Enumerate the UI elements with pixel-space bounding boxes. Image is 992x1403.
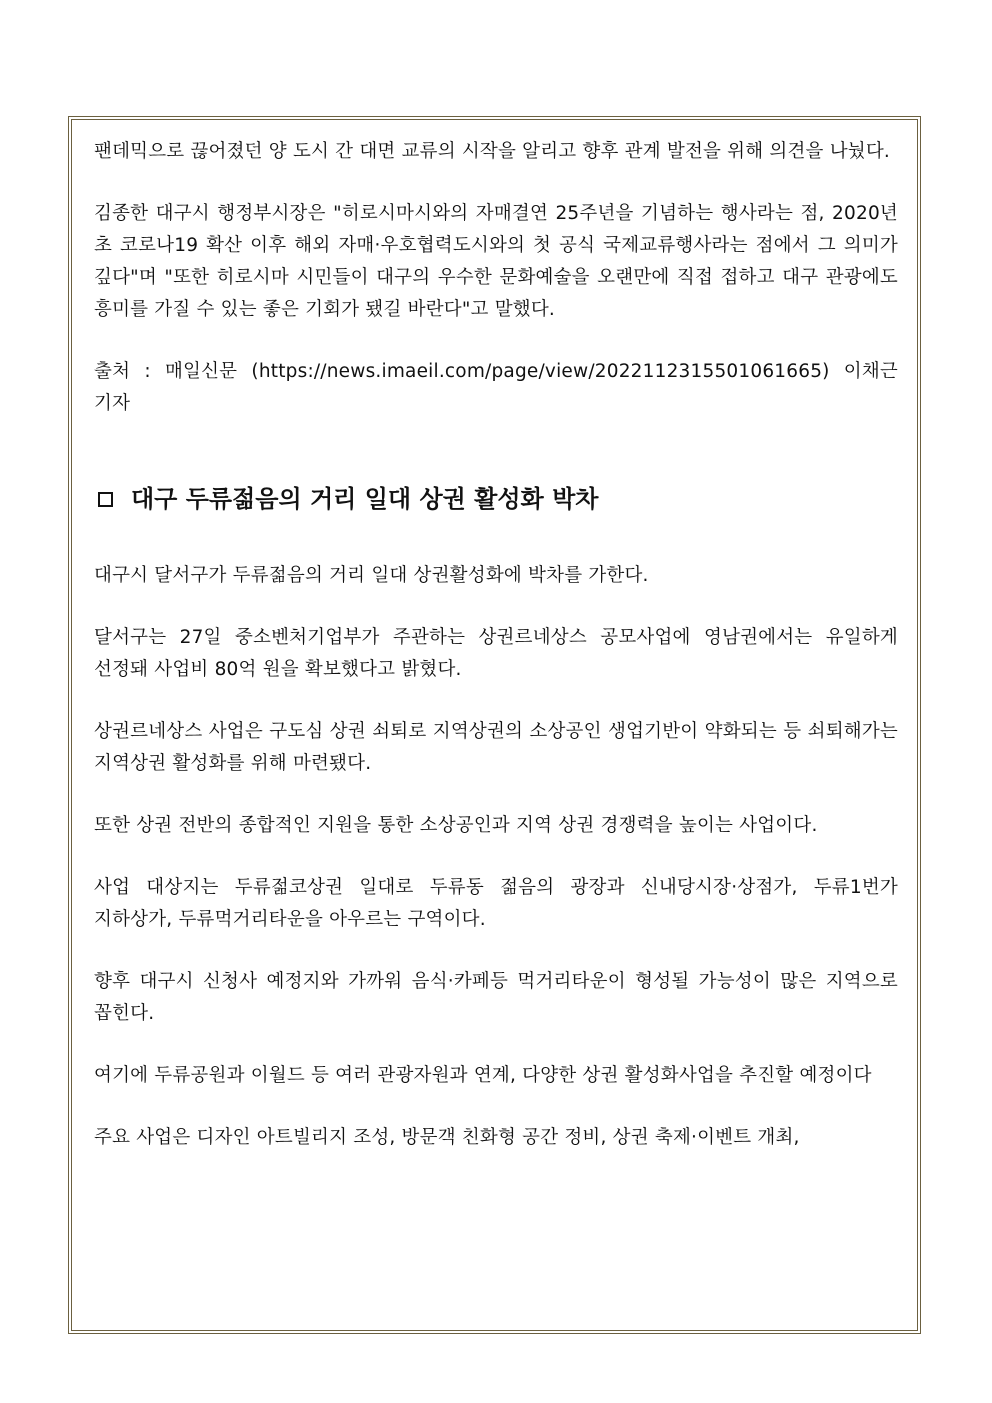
paragraph-target-area: 사업 대상지는 두류젊코상권 일대로 두류동 젊음의 광장과 신내당시장·상점가, 두류1번가 지하상가, 두류먹거리타운을 아우르는 구역이다.	[94, 877, 898, 930]
paragraph-prospect: 향후 대구시 신청사 예정지와 가까워 음식·카페등 먹거리타운이 형성될 가능성이 많은 지역으로 꼽힌다.	[94, 971, 898, 1024]
document-body	[94, 136, 898, 1154]
paragraph-support: 또한 상권 전반의 종합적인 지원을 통한 소상공인과 지역 상권 경쟁력을 높이는 사업이다.	[94, 815, 818, 836]
paragraph-intro: 대구시 달서구가 두류젊음의 거리 일대 상권활성화에 박차를 가한다.	[94, 565, 649, 586]
paragraph-selection: 달서구는 27일 중소벤처기업부가 주관하는 상권르네상스 공모사업에 영남권에서는 유일하게 선정돼 사업비 80억 원을 확보했다고 밝혔다.	[94, 627, 898, 680]
section-title: 대구 두류젊음의 거리 일대 상권 활성화 박차	[131, 485, 599, 513]
paragraph-main-projects: 주요 사업은 디자인 아트빌리지 조성, 방문객 친화형 공간 정비, 상권 축제·이벤트 개최,	[94, 1127, 800, 1148]
paragraph-tourism: 여기에 두류공원과 이월드 등 여러 관광자원과 연계, 다양한 상권 활성화사업을 추진할 예정이다	[94, 1065, 872, 1086]
checkbox-square-icon	[98, 492, 113, 507]
paragraph-renaissance: 상권르네상스 사업은 구도심 상권 쇠퇴로 지역상권의 소상공인 생업기반이 약화되는 등 쇠퇴해가는 지역상권 활성화를 위해 마련됐다.	[94, 721, 898, 774]
paragraph-source: 출처 : 매일신문 (https://news.imaeil.com/page/view/2022112315501061665) 이채근 기자	[94, 361, 898, 414]
paragraph-quote: 김종한 대구시 행정부시장은 "히로시마시와의 자매결연 25주년을 기념하는 행사라는 점, 2020년 초 코로나19 확산 이후 해외 자매·우호협력도시와의 첫 공식 국제교류행사라는 점에서 그 의미가 깊다"며 "또한 히로시마 시민들이 대구의 우수한 문화예술을 오랜만에 직접 접하고 대구 관광에도 흥미를 가질 수 있는 좋은 기회가 됐길 바란다"고 말했다.	[94, 203, 898, 320]
section-heading	[94, 482, 898, 516]
paragraph-exchange: 팬데믹으로 끊어졌던 양 도시 간 대면 교류의 시작을 알리고 향후 관계 발전을 위해 의견을 나눴다.	[94, 141, 890, 162]
